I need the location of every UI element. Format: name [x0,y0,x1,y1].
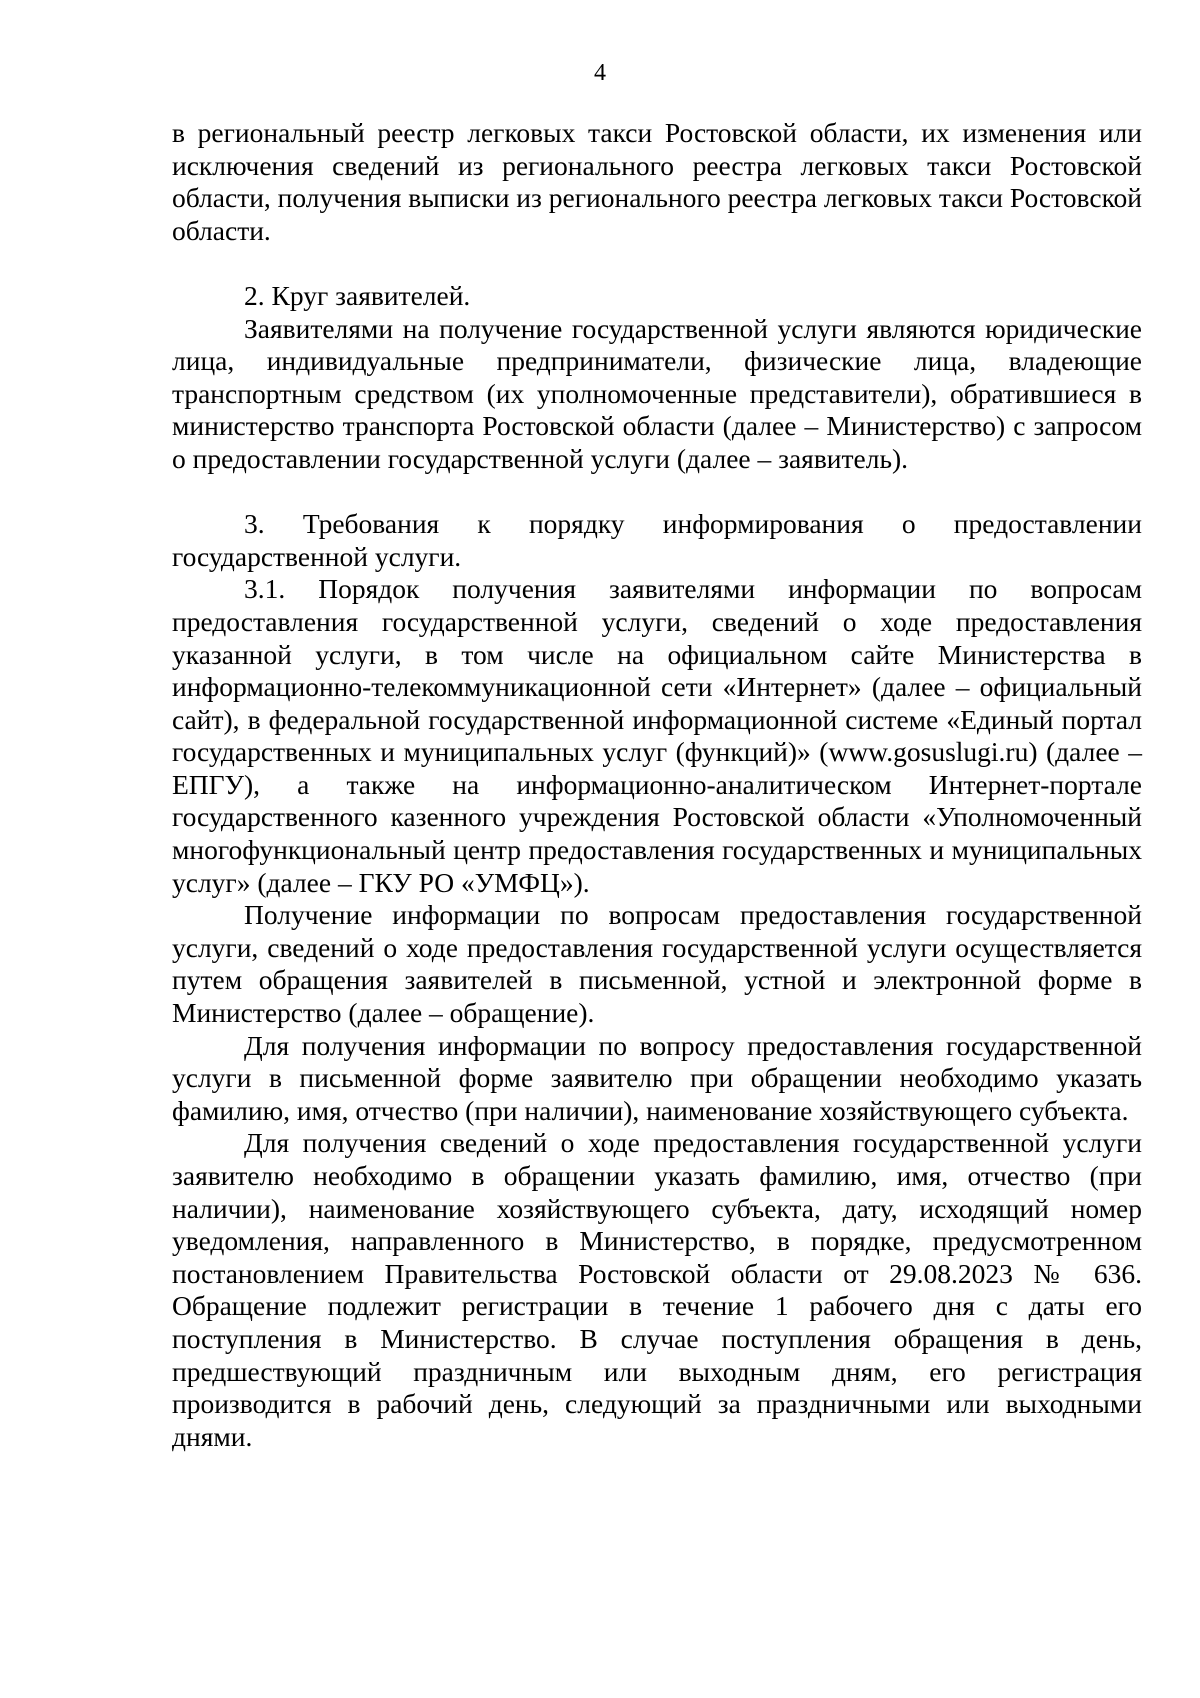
paragraph-3-1: 3.1. Порядок получения заявителями информации по вопросам предоставления государственной услуги, сведений о ходе предоставления указанной услуги, в том числе на официальном сайте Министерства в информационно-телекоммуникационной сети «Интернет» (далее – официальный сайт), в федеральной государственной информационной системе «Единый портал государственных и муниципальных услуг (функций)» (www.gosuslugi.ru) (далее – ЕПГУ), а также на информационно-аналитическом Интернет-портале государственного казенного учреждения Ростовской области «Уполномоченный многофункциональный центр предоставления государственных и муниципальных услуг» (далее – ГКУ РО «УМФЦ»). [172,573,1142,898]
page-number: 4 [594,60,606,86]
section-heading-requirements: 3. Требования к порядку информирования о предоставлении государственной услуги. [172,508,1142,572]
paragraph-applicants: Заявителями на получение государственной услуги являются юридические лица, индивидуальные предприниматели, физические лица, владеющие транспортным средством (их уполномоченные представители), обратившиеся в министерство транспорта Ростовской области (далее – Министерство) с запросом о предоставлении государственной услуги (далее – заявитель). [172,312,1142,474]
paragraph-spacer [172,476,1142,509]
paragraph-spacer [172,247,1142,280]
paragraph-status-request: Для получения сведений о ходе предоставления государственной услуги заявителю необходимо в обращении указать фамилию, имя, отчество (при наличии), наименование хозяйствующего субъекта, дату, исходящий номер уведомления, направленного в Министерство, в порядке, предусмотренном постановлением Правительства Ростовской области от 29.08.2023 № 636. Обращение подлежит регистрации в течение 1 рабочего дня с даты его поступления в Министерство. В случае поступления обращения в день, предшествующий праздничным или выходным дням, его регистрация производится в рабочий день, следующий за праздничными или выходными днями. [172,1127,1142,1452]
section-heading-applicants: 2. Круг заявителей. [244,279,471,311]
document-body [172,117,1142,1453]
paragraph-obtaining-info: Получение информации по вопросам предоставления государственной услуги, сведений о ходе предоставления государственной услуги осуществляется путем обращения заявителей в письменной, устной и электронной форме в Министерство (далее – обращение). [172,899,1142,1029]
paragraph-written-request: Для получения информации по вопросу предоставления государственной услуги в письменной форме заявителю при обращении необходимо указать фамилию, имя, отчество (при наличии), наименование хозяйствующего субъекта. [172,1029,1142,1126]
paragraph-continuation: в региональный реестр легковых такси Ростовской области, их изменения или исключения сведений из регионального реестра легковых такси Ростовской области, получения выписки из регионального реестра легковых такси Ростовской области. [172,117,1142,246]
